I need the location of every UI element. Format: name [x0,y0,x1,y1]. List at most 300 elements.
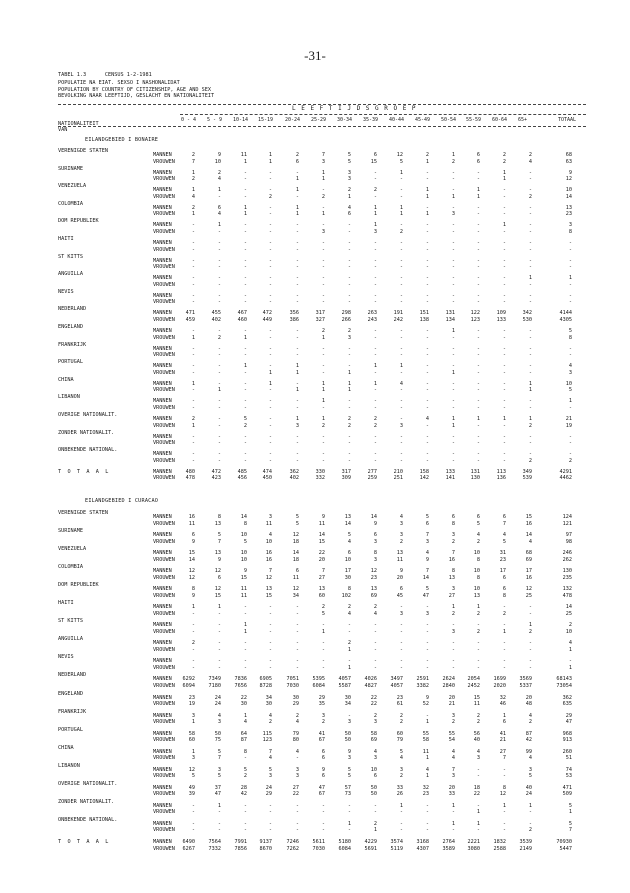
value-cell: - [373,457,377,464]
value-cell: - [399,457,403,464]
value-cell: - [399,809,403,816]
value-cell: - [502,257,506,264]
value-cell: - [268,204,272,211]
value-cell: 2 [399,712,403,719]
value-cell: 2 [321,604,325,611]
value-cell: 7 [268,748,272,755]
value-cell: 7 [502,520,506,527]
value-cell: 27 [499,748,506,755]
value-cell: 1 [347,369,351,376]
value-cell: 41 [318,730,325,737]
value-cell: - [373,345,377,352]
value-cell: 2 [451,538,455,545]
sex-label: VROUWEN [153,773,175,780]
value-cell: - [399,628,403,635]
value-cell: 41 [499,730,506,737]
value-cell: - [243,604,247,611]
value-cell: - [476,264,480,271]
value-cell: - [347,433,351,440]
value-cell: 11 [240,586,247,593]
value-cell: 4 [217,176,221,183]
value-cell: - [399,640,403,647]
value-cell: - [268,665,272,671]
value-cell: 1 [243,712,247,719]
value-cell: 37 [214,784,221,791]
value-cell: 10 [214,158,221,165]
value-cell: - [295,222,299,229]
value-cell: - [295,820,299,827]
value-cell: - [451,275,455,282]
value-cell: 29 [565,712,572,719]
value-cell: - [243,755,247,762]
age-group-label: 35-39 [363,117,379,123]
value-cell: - [243,440,247,447]
value-cell: - [451,299,455,306]
value-cell: 1 [191,748,195,755]
value-cell: - [502,264,506,271]
value-cell: - [373,281,377,288]
value-cell: 15 [188,550,195,557]
value-cell: - [295,281,299,288]
value-cell: 1 [373,363,377,370]
value-cell: - [568,299,572,306]
sex-label: MANNEN [153,766,172,773]
value-cell: - [399,275,403,282]
value-cell: - [399,820,403,827]
value-cell: - [373,387,377,394]
value-cell: 45 [396,592,403,599]
value-cell: 98 [565,538,572,545]
value-cell: - [191,246,195,253]
value-cell: - [476,246,480,253]
sex-label: MANNEN [153,257,172,264]
value-cell: - [243,281,247,288]
value-cell: 9 [217,152,221,158]
value-cell: 471 [562,784,572,791]
value-cell: 2452 [467,683,480,690]
value-cell: - [451,433,455,440]
value-cell: - [476,222,480,229]
value-cell: - [243,457,247,464]
value-cell: - [295,640,299,647]
value-cell: - [502,246,506,253]
value-cell: 4 [268,755,272,762]
sex-label: VROUWEN [153,520,175,527]
value-cell: 73 [344,791,351,798]
value-cell: - [425,334,429,341]
value-cell: - [476,387,480,394]
value-cell: - [268,646,272,653]
value-cell: 12 [214,586,221,593]
value-cell: - [399,622,403,629]
value-cell: 30 [265,701,272,708]
value-cell: 1 [528,387,532,394]
value-cell: - [191,622,195,629]
nationality-label: DOM REPUBLIEK [58,582,99,589]
value-cell: 1 [451,604,455,611]
value-cell: - [347,222,351,229]
value-cell: 450 [262,475,272,482]
value-cell: 15 [265,592,272,599]
value-cell: - [295,345,299,352]
value-cell: - [502,433,506,440]
value-cell: 6905 [259,676,272,683]
sex-label: MANNEN [153,838,172,845]
value-cell: - [476,275,480,282]
value-cell: 423 [211,475,221,482]
sex-label: MANNEN [153,514,172,520]
value-cell: - [243,240,247,246]
value-cell: 7 [321,152,325,158]
value-cell: - [528,440,532,447]
value-cell: 6 [295,158,299,165]
value-cell: 9 [191,538,195,545]
value-cell: 40 [525,784,532,791]
table-row [0,317,630,325]
value-cell: 386 [289,317,299,323]
value-cell: - [425,451,429,458]
value-cell: - [528,363,532,370]
value-cell: 4057 [390,683,403,690]
value-cell: 5119 [390,845,403,852]
value-cell: - [425,628,429,635]
value-cell: 1 [243,204,247,211]
value-cell: 5 [425,514,429,520]
value-cell: 58 [188,730,195,737]
value-cell: 1 [321,211,325,218]
value-cell: 4229 [364,838,377,845]
value-cell: 1 [295,204,299,211]
value-cell: 309 [341,475,351,482]
value-cell: - [568,257,572,264]
value-cell: - [476,398,480,405]
value-cell: 7 [451,550,455,557]
value-cell: 4 [268,532,272,539]
table-row [0,611,630,619]
value-cell: 8 [191,586,195,593]
value-cell: 9 [568,169,572,176]
value-cell: - [295,169,299,176]
value-cell: 130 [470,475,480,482]
value-cell: 8 [243,520,247,527]
value-cell: - [347,345,351,352]
value-cell: 2 [451,610,455,617]
value-cell: - [373,193,377,200]
value-cell: 6 [373,152,377,158]
value-cell: - [268,604,272,611]
value-cell: 4 [399,755,403,762]
value-cell: 7 [268,568,272,575]
value-cell: - [373,809,377,816]
value-cell: - [217,665,221,671]
value-cell: 3 [399,532,403,539]
value-cell: - [568,405,572,411]
sex-label: VROUWEN [153,538,175,545]
value-cell: - [425,363,429,370]
table-row [0,665,630,673]
value-cell: 459 [185,317,195,323]
value-cell: 7656 [234,683,247,690]
value-cell: 1 [191,422,195,429]
value-cell: 8670 [259,845,272,852]
sex-label: VROUWEN [153,475,175,482]
value-cell: 10 [265,538,272,545]
value-cell: - [451,622,455,629]
value-cell: 10 [473,586,480,593]
value-cell: 124 [562,514,572,520]
value-cell: 1 [528,802,532,809]
value-cell: 6 [217,574,221,581]
value-cell: 1 [528,380,532,387]
value-cell: 54 [448,737,455,744]
value-cell: 6292 [182,676,195,683]
sex-label: VROUWEN [153,264,175,271]
sex-label: VROUWEN [153,176,175,183]
value-cell: 1 [451,152,455,158]
title-papiamentu: POPULATIE NA EIAT. SEXSO I NASHONALIDAT [58,80,180,86]
value-cell: 7 [425,532,429,539]
value-cell: 1 [295,416,299,422]
value-cell: - [191,299,195,306]
table-row [0,737,630,745]
sex-label: MANNEN [153,416,172,422]
sex-label: MANNEN [153,204,172,211]
value-cell: 60 [318,592,325,599]
value-cell: 17 [499,568,506,575]
nationality-label: ENGELAND [58,324,83,330]
value-cell: - [347,281,351,288]
value-cell: 1 [347,820,351,827]
value-cell: - [295,665,299,671]
nationality-label: VERENIGDE STATEN [58,510,108,516]
value-cell: - [347,398,351,405]
value-cell: 13 [265,586,272,593]
value-cell: 1 [373,827,377,834]
value-cell: - [191,610,195,617]
value-cell: - [476,299,480,306]
value-cell: - [425,457,429,464]
value-cell: - [425,222,429,229]
value-cell: 1 [347,387,351,394]
value-cell: 2 [373,604,377,611]
value-cell: 1 [295,363,299,370]
sex-label: MANNEN [153,550,172,557]
value-cell: - [399,405,403,411]
value-cell: - [476,773,480,780]
value-cell: 14 [344,520,351,527]
value-cell: - [321,246,325,253]
value-cell: 4 [373,610,377,617]
value-cell: - [502,363,506,370]
value-cell: - [425,405,429,411]
value-cell: - [321,827,325,834]
value-cell: 28 [240,784,247,791]
value-cell: 14 [565,193,572,200]
age-group-label: 30-34 [337,117,353,123]
value-cell: 11 [265,520,272,527]
value-cell: 3 [476,755,480,762]
value-cell: 13 [473,592,480,599]
value-cell: 2 [528,152,532,158]
value-cell: 4462 [559,475,572,482]
sex-label: VROUWEN [153,158,175,165]
value-cell: 5 [347,152,351,158]
value-cell: - [373,451,377,458]
value-cell: 1 [502,802,506,809]
value-cell: 3 [217,719,221,726]
value-cell: 5 [243,416,247,422]
value-cell: 20 [525,694,532,701]
value-cell: 121 [562,520,572,527]
value-cell: 6 [476,514,480,520]
value-cell: - [399,240,403,246]
value-cell: - [191,229,195,235]
value-cell: 2840 [442,683,455,690]
value-cell: - [451,405,455,411]
value-cell: - [528,292,532,299]
value-cell: - [347,240,351,246]
value-cell: 3 [268,514,272,520]
value-cell: 22 [240,694,247,701]
page-number: -31- [304,48,326,63]
value-cell: - [268,211,272,218]
value-cell: 1 [425,773,429,780]
value-cell: - [568,352,572,359]
value-cell: - [502,352,506,359]
sex-label: VROUWEN [153,845,175,852]
value-cell: - [268,433,272,440]
value-cell: - [476,380,480,387]
value-cell: 2 [528,193,532,200]
value-cell: 5395 [312,676,325,683]
value-cell: 460 [237,317,247,323]
value-cell: - [451,334,455,341]
value-cell: - [191,646,195,653]
value-cell: 12 [214,568,221,575]
value-cell: - [347,405,351,411]
value-cell: 60 [396,730,403,737]
value-cell: 1 [321,334,325,341]
value-cell: 4 [528,755,532,762]
nationality-label: CHINA [58,376,74,383]
value-cell: - [476,802,480,809]
value-cell: 2 [347,416,351,422]
value-cell: 4 [425,416,429,422]
value-cell: 47 [214,791,221,798]
value-cell: 1 [502,169,506,176]
value-cell: - [191,440,195,447]
value-cell: - [243,387,247,394]
value-cell: 1 [217,802,221,809]
value-cell: 3 [347,719,351,726]
value-cell: - [373,292,377,299]
value-cell: 122 [470,310,480,317]
value-cell: 27 [448,592,455,599]
value-cell: 23 [499,556,506,563]
value-cell: - [295,299,299,306]
value-cell: - [425,176,429,183]
value-cell: - [425,820,429,827]
value-cell: 52 [422,701,429,708]
value-cell: 141 [445,475,455,482]
value-cell: - [191,387,195,394]
value-cell: 1 [321,176,325,183]
value-cell: - [425,240,429,246]
value-cell: - [399,176,403,183]
value-cell: - [243,433,247,440]
value-cell: 1 [399,363,403,370]
value-cell: - [528,176,532,183]
value-cell: - [476,440,480,447]
sex-label: MANNEN [153,328,172,334]
value-cell: 2 [243,422,247,429]
label-header [58,121,99,133]
sex-label: VROUWEN [153,299,175,306]
title-dutch: BEVOLKING NAAR LEEFTIJD, GESLACHT EN NATIONALITEIT [58,93,215,99]
value-cell: - [295,193,299,200]
value-cell: 1 [425,158,429,165]
value-cell: - [347,457,351,464]
value-cell: 5 [191,773,195,780]
value-cell: - [243,222,247,229]
value-cell: - [528,820,532,827]
value-cell: - [451,240,455,246]
value-cell: - [373,169,377,176]
age-group-label: 55-59 [466,117,482,123]
nationality-label: ZONDER NATIONALIT. [58,798,115,805]
value-cell: 23 [370,574,377,581]
value-cell: 2 [347,422,351,429]
value-cell: 1 [399,169,403,176]
value-cell: - [268,387,272,394]
sex-label: VROUWEN [153,352,175,359]
value-cell: 7 [191,158,195,165]
value-cell: - [425,802,429,809]
value-cell: 3589 [442,845,455,852]
sex-label: MANNEN [153,568,172,575]
value-cell: 26 [396,791,403,798]
value-cell: 356 [289,310,299,317]
age-group-label: 20-24 [285,117,301,123]
value-cell: 2 [451,719,455,726]
value-cell: 8 [451,568,455,575]
value-cell: 50 [344,730,351,737]
value-cell: 29 [292,701,299,708]
nationality-label: COLOMBIA [58,200,83,207]
value-cell: - [568,658,572,665]
value-cell: - [502,820,506,827]
value-cell: 5 [321,610,325,617]
value-cell: 1832 [493,838,506,845]
sex-label: VROUWEN [153,755,175,762]
value-cell: 3 [373,229,377,235]
value-cell: - [243,646,247,653]
value-cell: - [373,240,377,246]
value-cell: 15 [318,538,325,545]
value-cell: 1 [399,802,403,809]
value-cell: - [502,398,506,405]
value-cell: - [425,827,429,834]
value-cell: 69 [525,556,532,563]
value-cell: - [321,665,325,671]
value-cell: 2 [399,538,403,545]
sex-label: VROUWEN [153,246,175,253]
nationality-label: NEVIS [58,288,74,295]
value-cell: 4 [217,211,221,218]
value-cell: 14 [292,550,299,557]
table-caption: TABEL 1.3 CENSUS 1-2-1981 [58,72,152,78]
value-cell: - [217,246,221,253]
